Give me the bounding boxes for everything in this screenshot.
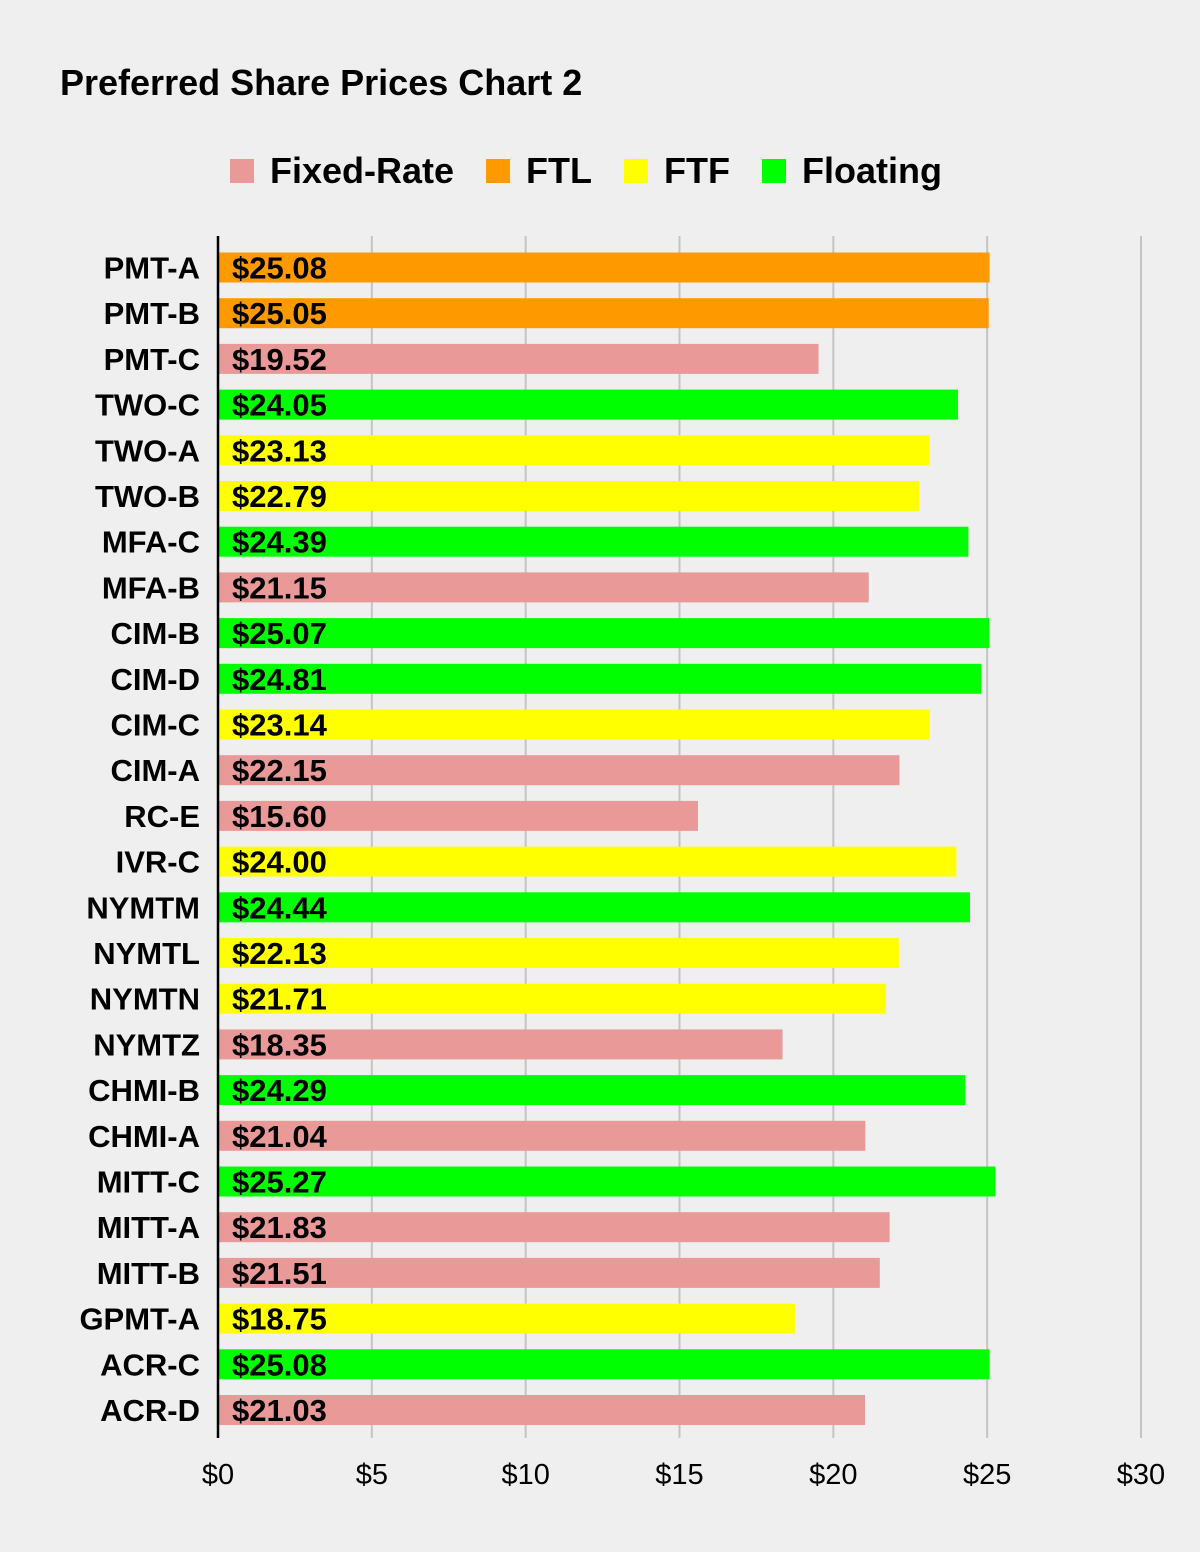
- category-label: MFA-C: [101, 524, 200, 560]
- value-label: $25.05: [232, 296, 327, 332]
- x-tick-label: $10: [501, 1459, 550, 1491]
- legend-label-fixed-rate: Fixed-Rate: [270, 150, 455, 191]
- category-label: CIM-D: [110, 661, 200, 697]
- value-label: $21.03: [232, 1393, 327, 1428]
- value-label: $21.15: [232, 570, 327, 606]
- category-label: PMT-A: [103, 250, 200, 286]
- category-label: CIM-A: [110, 753, 200, 789]
- x-tick-label: $0: [201, 1459, 235, 1491]
- category-label: NYMTL: [93, 936, 200, 971]
- value-label: $25.08: [232, 250, 327, 286]
- category-label: NYMTN: [89, 981, 200, 1017]
- category-label: CHMI-B: [88, 1073, 200, 1109]
- category-label: NYMTZ: [93, 1027, 200, 1063]
- bar: [218, 847, 956, 877]
- value-label: $21.71: [232, 981, 327, 1017]
- x-tick-label: $30: [1116, 1459, 1166, 1491]
- value-label: $18.75: [232, 1301, 327, 1337]
- value-label: $18.35: [232, 1027, 327, 1063]
- legend-label-floating: Floating: [802, 150, 942, 191]
- category-label: TWO-C: [94, 387, 200, 423]
- bar: [218, 390, 958, 420]
- category-label: MITT-B: [96, 1255, 200, 1291]
- value-label: $22.15: [232, 753, 327, 789]
- category-label: PMT-C: [103, 341, 200, 377]
- legend-label-ftf: FTF: [664, 150, 731, 191]
- bar: [218, 1167, 995, 1197]
- category-label: GPMT-A: [79, 1301, 200, 1337]
- category-label: IVR-C: [115, 844, 200, 880]
- category-label: NYMTM: [86, 890, 200, 926]
- x-tick-label: $15: [655, 1459, 704, 1491]
- legend-label-ftl: FTL: [526, 150, 593, 191]
- x-tick-label: $25: [962, 1459, 1012, 1491]
- value-label: $24.05: [232, 387, 327, 423]
- value-label: $24.44: [232, 890, 327, 926]
- value-label: $23.14: [232, 707, 327, 743]
- category-label: CIM-C: [110, 707, 200, 743]
- value-label: $23.13: [232, 433, 327, 469]
- chart-title: Preferred Share Prices Chart 2: [60, 62, 583, 103]
- category-label: RC-E: [124, 798, 200, 834]
- value-label: $25.07: [232, 616, 327, 652]
- value-label: $24.00: [232, 844, 327, 880]
- category-label: MFA-B: [101, 570, 200, 606]
- category-label: MITT-A: [96, 1210, 200, 1246]
- category-label: ACR-D: [100, 1393, 200, 1428]
- bar: [218, 664, 981, 694]
- bar: [218, 1075, 965, 1105]
- value-label: $22.13: [232, 936, 327, 971]
- x-tick-label: $5: [355, 1459, 388, 1491]
- category-label: MITT-C: [96, 1164, 200, 1200]
- bar: [218, 618, 989, 648]
- bar: [218, 527, 968, 557]
- value-label: $19.52: [232, 341, 327, 377]
- category-label: ACR-C: [100, 1347, 200, 1383]
- value-label: $21.83: [232, 1210, 327, 1246]
- value-label: $24.39: [232, 524, 327, 560]
- category-label: CIM-B: [110, 616, 200, 652]
- value-label: $25.08: [232, 1347, 327, 1383]
- bar: [218, 253, 990, 283]
- x-tick-label: $20: [809, 1459, 858, 1491]
- value-label: $21.51: [232, 1255, 327, 1291]
- category-label: TWO-A: [94, 433, 200, 469]
- value-label: $24.29: [232, 1073, 327, 1109]
- bar: [218, 892, 970, 922]
- value-label: $25.27: [232, 1164, 327, 1200]
- category-label: PMT-B: [103, 296, 200, 332]
- category-label: CHMI-A: [88, 1118, 200, 1154]
- value-label: $24.81: [232, 661, 327, 697]
- bar: [218, 298, 989, 328]
- category-label: TWO-B: [94, 479, 200, 514]
- value-label: $21.04: [232, 1118, 327, 1154]
- value-label: $15.60: [232, 798, 327, 834]
- value-label: $22.79: [232, 479, 327, 514]
- bar: [218, 1349, 990, 1379]
